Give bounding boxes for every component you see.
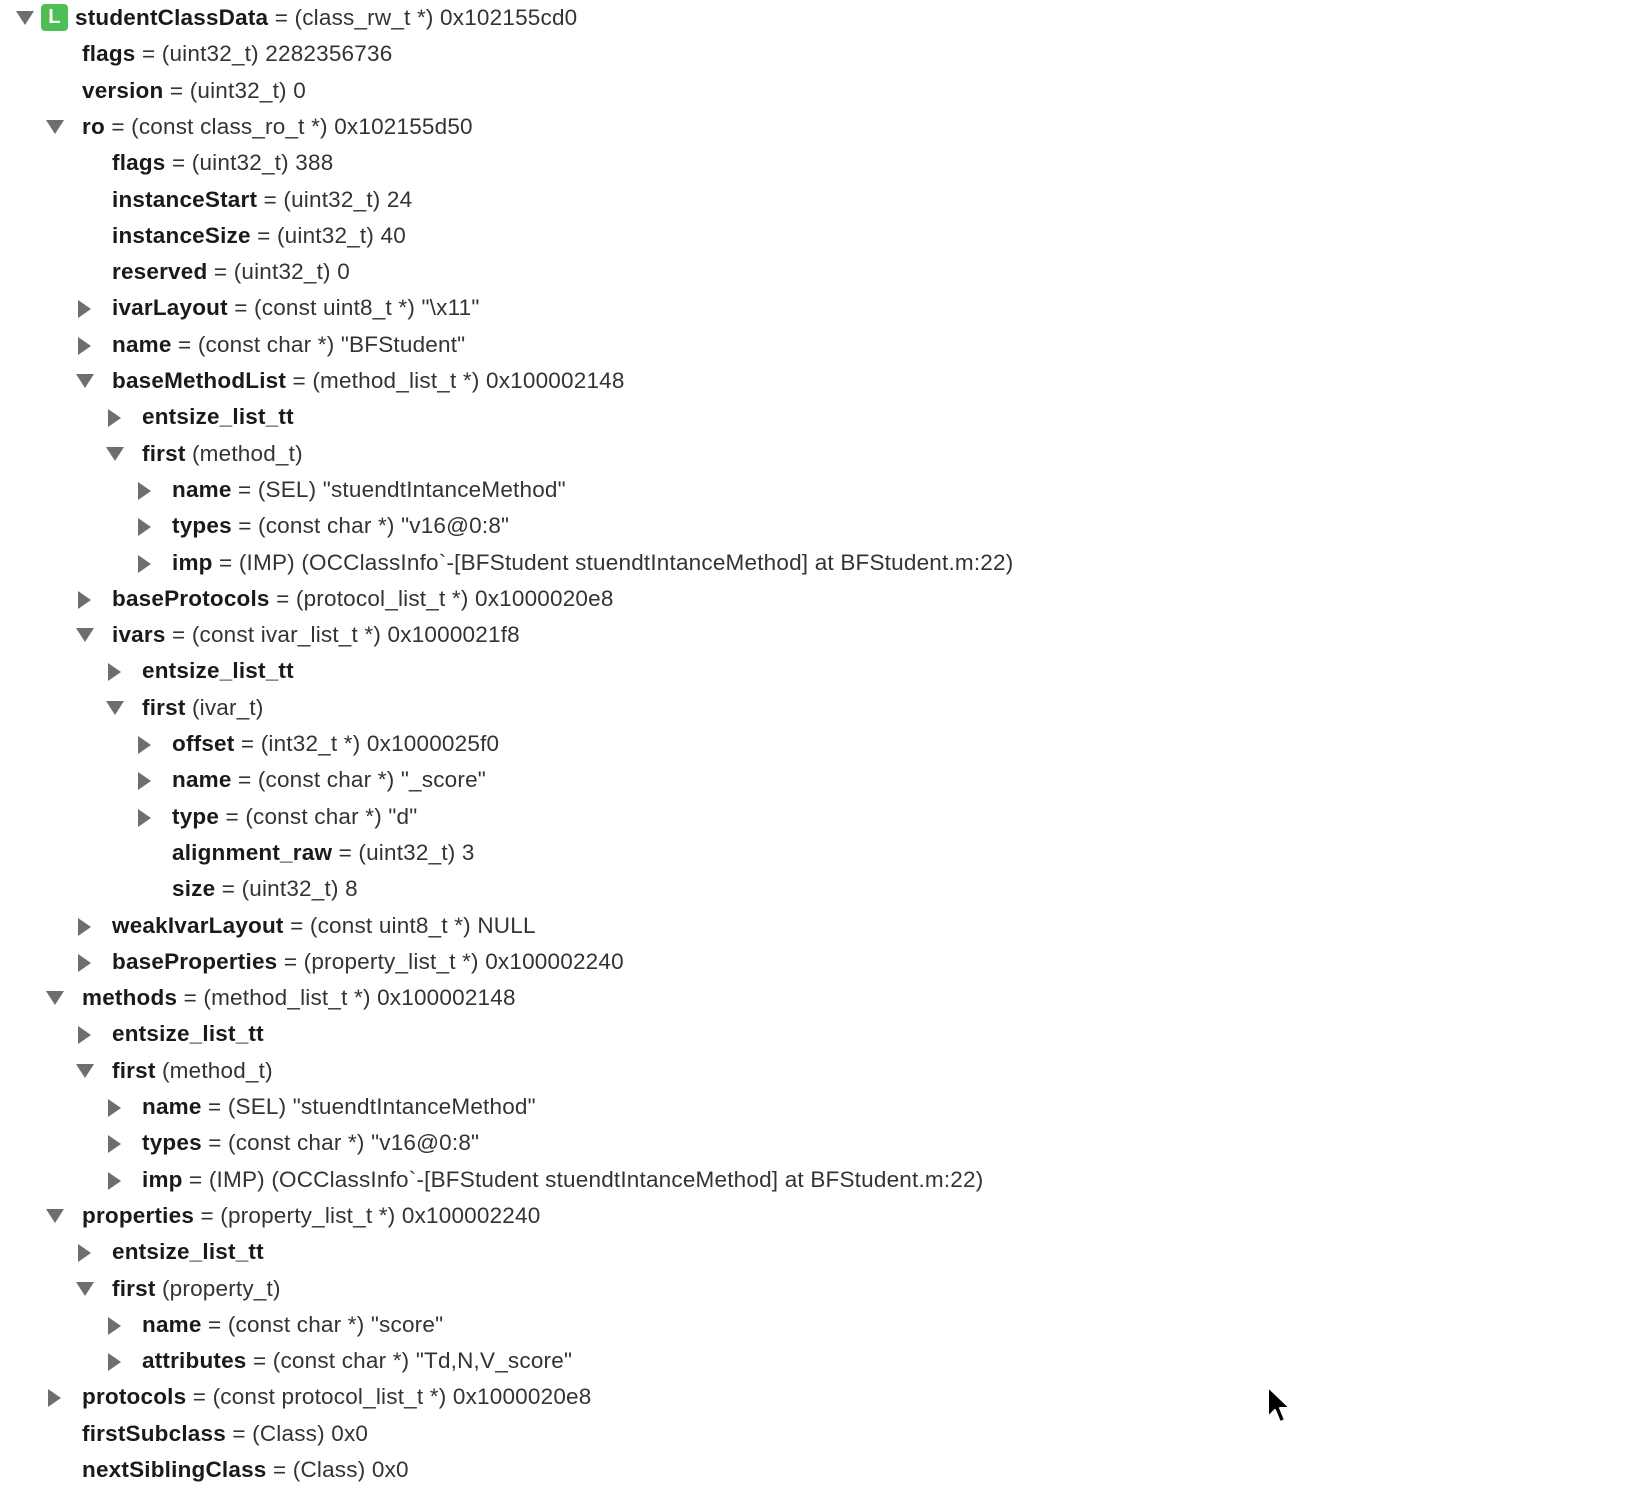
variable-type: (ivar_t): [191, 694, 264, 720]
equals-sign: =: [186, 1384, 213, 1410]
variable-type: (SEL): [227, 1094, 287, 1119]
variable-type: (method_list_t *): [203, 985, 371, 1011]
disclosure-triangle-collapsed-icon[interactable]: [72, 908, 98, 944]
variable-text: [82, 73, 306, 109]
variable-type: (uint32_t): [241, 876, 339, 902]
variable-value: "v16@0:8": [401, 513, 510, 539]
variable-name: firstSubclass: [82, 1420, 226, 1446]
disclosure-triangle-collapsed-icon[interactable]: [102, 399, 128, 435]
variable-text: [112, 145, 333, 181]
equals-sign: =: [215, 876, 242, 902]
variable-text: [112, 290, 480, 326]
variable-type: (class_rw_t *): [294, 5, 434, 30]
equals-sign: =: [165, 622, 192, 648]
variable-text: [142, 436, 303, 472]
variable-name: protocols: [82, 1384, 187, 1410]
disclosure-triangle-expanded-icon[interactable]: [72, 1053, 98, 1089]
variable-value: "score": [370, 1311, 444, 1337]
variable-text: [142, 1162, 983, 1198]
variable-name: name: [112, 331, 172, 357]
disclosure-triangle-collapsed-icon[interactable]: [102, 1343, 128, 1379]
variable-name: offset: [172, 731, 235, 756]
variable-text: [82, 1452, 409, 1488]
variable-value: 0x100002240: [485, 948, 624, 974]
variable-text: [112, 218, 406, 254]
variable-value: "BFStudent": [340, 331, 466, 357]
variable-text: [112, 1016, 264, 1052]
disclosure-triangle-collapsed-icon[interactable]: [72, 581, 98, 617]
disclosure-triangle-expanded-icon[interactable]: [102, 436, 128, 472]
variable-type: (uint32_t): [276, 222, 375, 248]
variable-text: [82, 1379, 591, 1415]
variable-value: "d": [388, 803, 418, 829]
variable-text: [82, 980, 516, 1016]
variable-value: "v16@0:8": [371, 1130, 480, 1156]
variable-name: methods: [82, 985, 178, 1011]
variable-type: (property_list_t *): [220, 1202, 396, 1228]
variable-name: entsize_list_tt: [142, 404, 294, 430]
variable-type: (const protocol_list_t *): [212, 1384, 447, 1410]
variable-type: (const char *): [258, 513, 395, 539]
variable-value: "_score": [400, 767, 486, 793]
variable-text: [142, 1343, 572, 1379]
variable-value: 0x102155cd0: [440, 5, 578, 30]
variable-value: 0x0: [331, 1420, 369, 1446]
variable-text: [82, 1198, 540, 1234]
variable-name: attributes: [142, 1348, 247, 1374]
variable-name: instanceStart: [112, 186, 258, 212]
variable-type: (SEL): [257, 476, 317, 502]
variable-text: [172, 871, 358, 907]
equals-sign: =: [201, 1311, 228, 1337]
disclosure-triangle-expanded-icon[interactable]: [42, 1198, 68, 1234]
variable-name: first: [112, 1275, 156, 1301]
variable-text: [172, 762, 486, 798]
equals-sign: =: [332, 839, 359, 865]
equals-sign: =: [135, 41, 162, 67]
variable-type: (const char *): [227, 1311, 365, 1337]
variable-name: first: [112, 1057, 156, 1083]
disclosure-triangle-collapsed-icon[interactable]: [72, 290, 98, 326]
disclosure-triangle-collapsed-icon[interactable]: [102, 1162, 128, 1198]
equals-sign: =: [231, 767, 258, 793]
variable-value: (OCClassInfo`-[BFStudent stuendtIntanceMethod] at BFStudent.m:22): [301, 549, 1014, 575]
variable-type: (uint32_t): [283, 186, 381, 212]
variable-name: alignment_raw: [172, 839, 333, 865]
variable-name: reserved: [112, 259, 208, 285]
variable-name: instanceSize: [112, 222, 251, 248]
variable-name: size: [172, 876, 216, 902]
equals-sign: =: [177, 985, 204, 1011]
variable-name: ivarLayout: [112, 295, 228, 321]
variable-type: (const char *): [197, 331, 335, 357]
variable-type: (int32_t *): [260, 731, 361, 756]
variable-type: (const char *): [272, 1348, 410, 1374]
variable-name: baseMethodList: [112, 368, 287, 393]
variable-name: properties: [82, 1202, 195, 1228]
equals-sign: =: [266, 1457, 293, 1482]
disclosure-triangle-collapsed-icon[interactable]: [72, 944, 98, 980]
variable-type: (Class): [252, 1420, 325, 1446]
disclosure-triangle-collapsed-icon[interactable]: [102, 1307, 128, 1343]
disclosure-triangle-collapsed-icon[interactable]: [72, 1234, 98, 1270]
variable-text: [112, 1271, 281, 1307]
disclosure-triangle-collapsed-icon[interactable]: [72, 327, 98, 363]
variable-text: [112, 363, 625, 399]
variable-text: [82, 36, 392, 72]
variable-value: 0x100002148: [377, 985, 516, 1011]
variable-type: (const uint8_t *): [309, 912, 471, 938]
variable-text: [112, 254, 350, 290]
equals-sign: =: [268, 5, 295, 30]
variable-text: [112, 182, 412, 218]
variable-name: flags: [82, 41, 136, 67]
disclosure-triangle-collapsed-icon[interactable]: [102, 1089, 128, 1125]
equals-sign: =: [246, 1348, 273, 1374]
variable-name: entsize_list_tt: [142, 658, 294, 684]
variable-type: (method_t): [161, 1057, 273, 1083]
equals-sign: =: [257, 186, 284, 212]
variable-name: baseProperties: [112, 948, 278, 974]
equals-sign: =: [201, 1094, 228, 1119]
variable-value: 0x1000020e8: [474, 585, 614, 611]
variable-value: 0x102155d50: [334, 113, 473, 139]
equals-sign: =: [104, 113, 132, 139]
disclosure-triangle-collapsed-icon[interactable]: [42, 1379, 68, 1415]
variable-name: first: [142, 694, 186, 720]
variable-name: entsize_list_tt: [112, 1021, 264, 1047]
variable-name: imp: [172, 549, 213, 575]
variable-name: nextSiblingClass: [82, 1457, 267, 1482]
equals-sign: =: [207, 259, 234, 285]
variable-text: [75, 0, 577, 36]
equals-sign: =: [234, 731, 261, 756]
local-variable-badge-icon: L: [41, 4, 68, 31]
variable-name: version: [82, 77, 164, 103]
equals-sign: =: [212, 549, 239, 575]
variable-text: [142, 399, 294, 435]
disclosure-triangle-expanded-icon[interactable]: [72, 617, 98, 653]
disclosure-triangle-collapsed-icon[interactable]: [132, 545, 158, 581]
variable-value: 0x0: [371, 1457, 409, 1482]
equals-sign: =: [194, 1202, 221, 1228]
variable-type: (const ivar_list_t *): [191, 622, 382, 648]
variable-type: (property_list_t *): [303, 948, 479, 974]
equals-sign: =: [286, 368, 313, 393]
disclosure-triangle-expanded-icon[interactable]: [72, 1271, 98, 1307]
variable-name: flags: [112, 150, 166, 176]
disclosure-triangle-expanded-icon[interactable]: [42, 980, 68, 1016]
variable-name: type: [172, 803, 220, 829]
variable-value: NULL: [477, 912, 536, 938]
variable-name: first: [142, 440, 186, 466]
variable-value: 3: [461, 839, 475, 865]
disclosure-triangle-collapsed-icon[interactable]: [132, 799, 158, 835]
variable-text: [172, 726, 499, 762]
disclosure-triangle-expanded-icon[interactable]: [12, 0, 38, 36]
variable-name: ro: [82, 113, 105, 139]
disclosure-triangle-expanded-icon[interactable]: [102, 690, 128, 726]
variable-value: "\x11": [421, 295, 480, 321]
variable-value: 0: [293, 77, 306, 103]
variable-type: (property_t): [161, 1275, 281, 1301]
variable-text: [172, 472, 566, 508]
equals-sign: =: [277, 948, 304, 974]
variable-text: [82, 109, 473, 145]
variable-type: (const char *): [257, 767, 395, 793]
equals-sign: =: [231, 476, 258, 502]
equals-sign: =: [283, 912, 310, 938]
disclosure-triangle-collapsed-icon[interactable]: [102, 653, 128, 689]
variable-text: [112, 908, 536, 944]
equals-sign: =: [250, 222, 277, 248]
equals-sign: =: [201, 1130, 229, 1156]
variable-value: (OCClassInfo`-[BFStudent stuendtIntanceMethod] at BFStudent.m:22): [271, 1166, 984, 1192]
variable-name: name: [142, 1094, 202, 1119]
variable-value: 0x100002148: [486, 368, 625, 393]
variable-value: 0x1000020e8: [452, 1384, 592, 1410]
variable-type: (protocol_list_t *): [295, 585, 469, 611]
variable-name: entsize_list_tt: [112, 1239, 264, 1265]
variable-name: ivars: [112, 622, 166, 648]
mouse-pointer-icon: [1265, 1385, 1293, 1427]
variable-type: (const uint8_t *): [254, 295, 416, 321]
equals-sign: =: [171, 331, 198, 357]
disclosure-triangle-expanded-icon[interactable]: [72, 363, 98, 399]
variable-text: [112, 581, 614, 617]
variable-text: [142, 653, 294, 689]
variable-text: [172, 545, 1013, 581]
variable-text: [142, 1089, 536, 1125]
variable-type: (uint32_t): [358, 839, 456, 865]
variable-value: 8: [345, 876, 358, 902]
variable-type: (method_t): [191, 440, 303, 466]
variable-text: [112, 327, 465, 363]
variable-type: (Class): [292, 1457, 366, 1482]
variable-type: (uint32_t): [233, 259, 331, 285]
variable-type: (uint32_t): [189, 77, 287, 103]
disclosure-triangle-collapsed-icon[interactable]: [132, 472, 158, 508]
variable-value: 0x1000021f8: [387, 622, 520, 648]
variable-name: baseProtocols: [112, 585, 270, 611]
variable-type: (uint32_t): [191, 150, 289, 176]
variable-type: (IMP): [238, 549, 295, 575]
variable-type: (const char *): [228, 1130, 365, 1156]
disclosure-triangle-collapsed-icon[interactable]: [102, 1125, 128, 1161]
variable-value: 0x1000025f0: [366, 731, 500, 756]
equals-sign: =: [269, 585, 296, 611]
equals-sign: =: [219, 803, 246, 829]
equals-sign: =: [227, 295, 255, 321]
equals-sign: =: [163, 77, 190, 103]
variable-value: "stuendtIntanceMethod": [292, 1094, 536, 1119]
variable-type: (const char *): [245, 803, 382, 829]
variable-text: [112, 1053, 273, 1089]
disclosure-triangle-collapsed-icon[interactable]: [132, 726, 158, 762]
equals-sign: =: [225, 1420, 253, 1446]
variable-value: 0: [337, 259, 350, 285]
equals-sign: =: [165, 150, 192, 176]
variable-type: (method_list_t *): [312, 368, 480, 393]
variable-name: types: [142, 1130, 202, 1156]
variable-text: [142, 1125, 479, 1161]
variable-value: 24: [386, 186, 413, 212]
variable-name: studentClassData: [75, 5, 269, 30]
variable-value: 2282356736: [265, 41, 393, 67]
variable-name: name: [172, 767, 232, 793]
variable-text: [112, 617, 520, 653]
variable-text: [142, 690, 264, 726]
variable-name: types: [172, 513, 232, 539]
equals-sign: =: [231, 513, 259, 539]
variable-type: (uint32_t): [161, 41, 259, 67]
variable-name: imp: [142, 1166, 183, 1192]
disclosure-triangle-collapsed-icon[interactable]: [132, 762, 158, 798]
variable-value: 388: [295, 150, 334, 176]
variable-value: "stuendtIntanceMethod": [322, 476, 566, 502]
variable-type: (const class_ro_t *): [131, 113, 328, 139]
variable-text: [142, 1307, 443, 1343]
variable-text: [112, 1234, 264, 1270]
disclosure-triangle-collapsed-icon[interactable]: [132, 508, 158, 544]
disclosure-triangle-collapsed-icon[interactable]: [72, 1016, 98, 1052]
variable-name: weakIvarLayout: [112, 912, 284, 938]
variable-text: [172, 508, 509, 544]
variable-type: (IMP): [208, 1166, 265, 1192]
variable-value: "Td,N,V_score": [415, 1348, 573, 1374]
variable-value: 40: [380, 222, 406, 248]
disclosure-triangle-expanded-icon[interactable]: [42, 109, 68, 145]
variable-name: name: [142, 1311, 202, 1337]
variable-name: name: [172, 476, 232, 502]
variable-text: [172, 835, 475, 871]
variable-text: [172, 799, 417, 835]
variable-text: [82, 1416, 368, 1452]
variable-value: 0x100002240: [401, 1202, 541, 1228]
variable-text: [112, 944, 624, 980]
equals-sign: =: [182, 1166, 209, 1192]
